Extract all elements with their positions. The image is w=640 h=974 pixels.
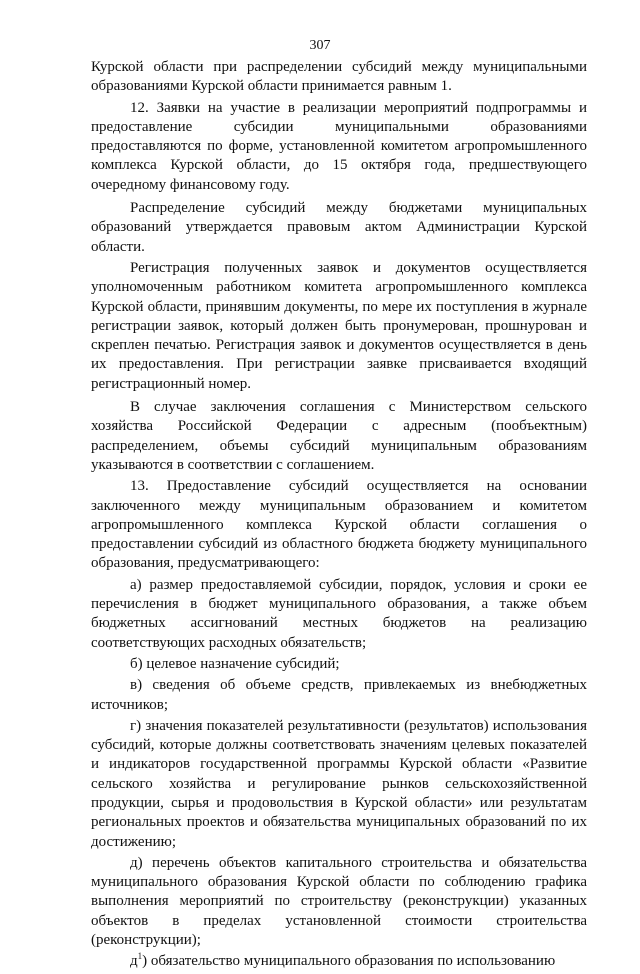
subitem-d1-superscript: 1	[137, 951, 143, 962]
subitem-v: в) сведения об объеме средств, привлекаемых из внебюджетных источников;	[91, 677, 587, 713]
paragraph-item-13: 13. Предоставление субсидий осуществляется на основании заключенного между муниципальным образованием и комитетом агропромышленного комплекса Курской области соглашения о предоставлении субсидий из областного бюджета бюджету муниципального образования, предусматривающего:	[91, 478, 587, 572]
subitem-d: д) перечень объектов капитального строительства и обязательства муниципального образования Курской области по соблюдению графика выполнения мероприятий по строительству (реконструкции) указанных объектов в пределах установленной стоимости строительства (реконструкции);	[91, 854, 587, 949]
paragraph-continuation: Курской области при распределении субсидий между муниципальными образованиями Курской области принимается равным 1.	[91, 59, 587, 95]
paragraph-registration: Регистрация полученных заявок и документов осуществляется уполномоченным работником комитета агропромышленного комплекса Курской области, принявшим документы, по мере их поступления в журнале регистрации заявок, который должен быть пронумерован, прошнурован и скреплен печатью. Регистрация заявок и документов осуществляется в день их предоставления. При регистрации заявке присваивается входящий регистрационный номер.	[91, 259, 587, 392]
paragraph-distribution: Распределение субсидий между бюджетами муниципальных образований утверждается правовым актом Администрации Курской области.	[91, 200, 587, 255]
paragraph-agreement: В случае заключения соглашения с Министерством сельского хозяйства Российской Федерации с адресным (пообъектным) распределением, объемы субсидий муниципальным образованиям указываются в соответствии с соглашением.	[91, 399, 587, 473]
document-body	[91, 58, 587, 974]
subitem-d1-prefix: д	[130, 953, 138, 970]
subitem-g: г) значения показателей результативности (результатов) использования субсидий, которые должны соответствовать значениям целевых показателей и индикаторов государственной программы Курской области «Развитие сельского хозяйства и регулирование рынков сельскохозяйственной продукции, сырья и продовольствия в Курской области» или результатам региональных проектов и обязательства муниципальных образований по их достижению;	[91, 717, 587, 850]
page-number: 307	[309, 38, 331, 53]
subitem-b: б) целевое назначение субсидий;	[130, 655, 340, 672]
paragraph-item-12: 12. Заявки на участие в реализации мероприятий подпрограммы и предоставление субсидии муниципальными образованиями предоставляются по форме, установленной комитетом агропромышленного комплекса Курской области, до 15 октября года, предшествующего очередному финансовому году.	[91, 99, 587, 193]
subitem-d1	[91, 952, 587, 971]
subitem-a: а) размер предоставляемой субсидии, порядок, условия и сроки ее перечисления в бюджет муниципального образования, а также объем бюджетных ассигнований местных бюджетов на реализацию соответствующих расходных обязательств;	[91, 576, 587, 651]
subitem-d1-text: ) обязательство муниципального образования по использованию	[142, 953, 556, 970]
